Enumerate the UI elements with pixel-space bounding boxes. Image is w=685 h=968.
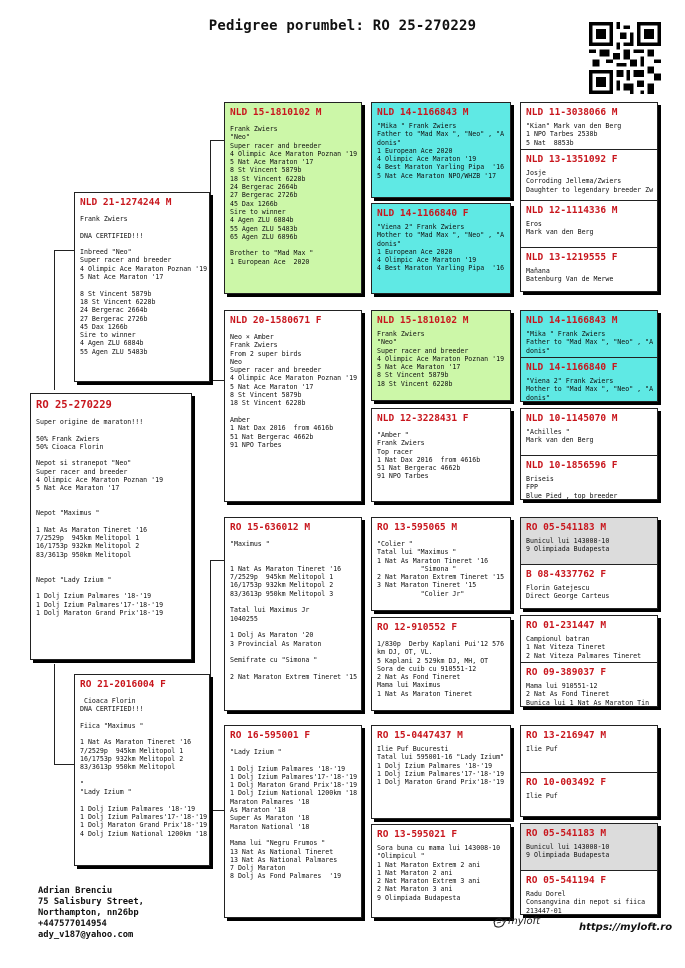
pigeon-card-dam[interactable]	[74, 674, 210, 866]
pigeon-notes: Briseis FPP Blue Pied , top breeder	[526, 475, 618, 500]
pigeon-card-ssd[interactable]	[371, 203, 511, 294]
pigeon-notes: Josje Corroding Jellema/Zwiers Daughter to legendary breeder Zw	[526, 169, 654, 194]
ring-number: NLD 12-3228431 F	[377, 413, 469, 424]
pigeon-card-subject[interactable]	[30, 393, 192, 660]
pigeon-notes: "Mika " Frank Zwiers Father to "Mad Max ", "Neo" , "A donis"	[526, 330, 654, 355]
connector-line	[54, 250, 74, 251]
ring-number: NLD 12-1114336 M	[526, 205, 618, 216]
qr-code-icon	[589, 22, 661, 94]
connector-line	[54, 250, 55, 390]
pigeon-notes: Florin Gatejescu Direct George Carteus	[526, 584, 610, 601]
ring-number: RO 13-595021 F	[377, 829, 458, 840]
ring-number: RO 13-216947 M	[526, 730, 607, 741]
ring-number: NLD 13-1351092 F	[526, 154, 618, 165]
pigeon-notes: Frank Zwiers "Neo" Super racer and breeder 4 Olimpic Ace Maraton Poznan '19 5 Nat Ace Maraton '17 8 St Vincent 5879b 18 St Vincent 6228b	[377, 330, 505, 388]
connector-line	[210, 140, 211, 380]
pigeon-pair-3[interactable]	[520, 310, 658, 402]
ring-number: NLD 15-1810102 M	[377, 315, 469, 326]
ring-number: RO 09-389037 F	[526, 667, 607, 678]
ring-number: B 08-4337762 F	[526, 569, 607, 580]
myloft-logo-text: myloft	[508, 916, 540, 927]
pigeon-notes: Mama lui 910551-12 2 Nat As Fond Tineret Bunica lui 1 Nat As Maraton Tin	[526, 682, 650, 707]
pigeon-card-dsd[interactable]	[371, 617, 511, 711]
pigeon-notes: "Lady Izium " 1 Dolj Izium Palmares '18-'19 1 Dolj Izium Palmares'17-'18-'19 1 Dolj Maraton Grand Prix'18-'19 1 Dolj Izium National 1200km '18 Maraton Palmares '18 As Maraton '18 Super As Maraton '18 Maraton National '18 Mama lui "Negru Frumos " 13 Nat As National Tineret 13 Nat As National Palmares 7 Dolj Maraton 8 Dolj As Fond Palmares '19	[230, 748, 358, 881]
pigeon-notes: Sora buna cu mama lui 143008-10 "Olimpicul " 1 Nat Maraton Extrem 2 ani 1 Nat Maraton 2 ani 2 Nat Maraton Extrem 3 ani 2 Nat Maraton 3 ani 9 Olimpiada Budapesta	[377, 844, 501, 902]
owner-contact: Adrian Brenciu 75 Salisbury Street, Northampton, nn26bp +447577014954 ady_v187@yahoo.com	[38, 886, 144, 940]
ring-number: RO 05-541183 M	[526, 522, 607, 533]
pigeon-card-dam-sire[interactable]	[224, 517, 362, 711]
ring-number: NLD 10-1856596 F	[526, 460, 618, 471]
pigeon-card-dss[interactable]	[371, 517, 511, 611]
pigeon-notes: Super origine de maraton!!! 50% Frank Zwiers 50% Cioaca Florin Nepot si stranepot "Neo" Super racer and breeder 4 Olimpic Ace Maraton Poznan '19 5 Nat Ace Maraton '17 Nepot "Maximus " 1 Nat As Maraton Tineret '16 7/2529p 945km Melitopol 1 16/1753p 932km Melitopol 2 83/3613p 950km Melitopol Nepot "Lady Izium " 1 Dolj Izium Palmares '18-'19 1 Dolj Izium Palmares'17-'18-'19 1 Dolj Maraton Grand Prix'18-'19	[36, 418, 164, 617]
ring-number: NLD 14-1166843 M	[377, 107, 469, 118]
pigeon-notes: Bunicul lui 143008-10 9 Olimpiada Budapesta	[526, 537, 610, 554]
ring-number: RO 15-0447437 M	[377, 730, 463, 741]
ring-number: RO 05-541183 M	[526, 828, 607, 839]
pigeon-notes: Campionul batran 1 Nat Viteza Tineret 2 Nat Viteza Palmares Tineret	[526, 635, 642, 660]
pigeon-card-sss[interactable]	[371, 102, 511, 198]
pigeon-card-dam-dam[interactable]	[224, 725, 362, 918]
pigeon-card-sds[interactable]	[371, 310, 511, 401]
ring-number: NLD 14-1166843 M	[526, 315, 618, 326]
pigeon-pair-7[interactable]	[520, 725, 658, 817]
pigeon-card-ddd[interactable]	[371, 824, 511, 918]
connector-line	[54, 664, 55, 764]
pigeon-notes: Cioaca Florin DNA CERTIFIED!!! Fiica "Maximus " 1 Nat As Maraton Tineret '16 7/2529p 945km Melitopol 1 16/1753p 932km Melitopol 2 83/3613p 950km Melitopol " "Lady Izium " 1 Dolj Izium Palmares '18-'19 1 Dolj Izium Palmares'17-'18-'19 1 Dolj Maraton Grand Prix'18-'19 4 Dolj Izium National 1200km '18	[80, 697, 208, 838]
pigeon-pair-5[interactable]	[520, 517, 658, 609]
pigeon-notes: Ilie Puf	[526, 745, 558, 753]
pigeon-pair-2[interactable]	[520, 200, 658, 292]
ring-number: RO 12-910552 F	[377, 622, 458, 633]
ring-number: NLD 10-1145070 M	[526, 413, 618, 424]
pigeon-notes: Radu Dorel Consangvina din nepot si fiica 213447-01	[526, 890, 646, 915]
pigeon-notes: Ilie Puf Bucuresti Tatal lui 595001-16 "Lady Izium" 1 Dolj Izium Palmares '18-'19 1 Dolj Izium Palmares'17-'18-'19 1 Dolj Maraton Grand Prix'18-'19	[377, 745, 505, 787]
pigeon-notes: "Viena 2" Frank Zwiers Mother to "Mad Max ", "Neo" , "A donis"	[526, 377, 654, 402]
ring-number: NLD 11-3038066 M	[526, 107, 618, 118]
ring-number: RO 21-2016004 F	[80, 679, 166, 690]
pigeon-notes: Mañana Batenburg Van de Merwe	[526, 267, 614, 284]
pigeon-notes: "Maximus " 1 Nat As Maraton Tineret '16 7/2529p 945km Melitopol 1 16/1753p 932km Melitopol 2 83/3613p 950km Melitopol 3 Tatal lui Maximus Jr 1040255 1 Dolj As Maraton '20 3 Provincial As Maraton Semifrate cu "Simona " 2 Nat Maraton Extrem Tineret '15	[230, 540, 358, 681]
pigeon-notes: "Mika " Frank Zwiers Father to "Mad Max ", "Neo" , "A donis" 1 European Ace 2020 4 Olimpic Ace Maraton '19 4 Best Maraton Yarling Pipa '16 5 Nat Ace Maraton NPO/WHZB '17	[377, 122, 505, 180]
pigeon-card-dds[interactable]	[371, 725, 511, 819]
ring-number: NLD 15-1810102 M	[230, 107, 322, 118]
pigeon-card-sire[interactable]	[74, 192, 210, 382]
page-title: Pedigree porumbel: RO 25-270229	[208, 18, 477, 34]
pigeon-card-sdd[interactable]	[371, 408, 511, 502]
pigeon-pair-6[interactable]	[520, 615, 658, 707]
website-link[interactable]: https://myloft.ro	[579, 922, 673, 933]
pigeon-pair-4[interactable]	[520, 408, 658, 500]
ring-number: RO 10-003492 F	[526, 777, 607, 788]
pigeon-notes: Eros Mark van den Berg	[526, 220, 594, 237]
connector-line	[210, 380, 224, 381]
pigeon-notes: Frank Zwiers DNA CERTIFIED!!! Inbreed "Neo" Super racer and breeder 4 Olimpic Ace Maraton Poznan '19 5 Nat Ace Maraton '17 8 St Vincent 5879b 18 St Vincent 6228b 24 Bergerac 2664b 27 Bergerac 2726b 45 Dax 1266b Sire to winner 4 Agen ZLU 6884b 55 Agen ZLU 5483b	[80, 215, 208, 356]
ring-number: RO 16-595001 F	[230, 730, 311, 741]
pigeon-notes: Neo × Amber Frank Zwiers From 2 super birds Neo Super racer and breeder 4 Olimpic Ace Maraton Poznan '19 5 Nat Ace Maraton '17 8 St Vincent 5879b 18 St Vincent 6228b Amber 1 Nat Dax 2016 from 4616b 51 Nat Bergerac 4662b 91 NPO Tarbes	[230, 333, 358, 449]
pigeon-card-sire-dam[interactable]	[224, 310, 362, 502]
ring-number: NLD 14-1166840 F	[526, 362, 618, 373]
ring-number: NLD 14-1166840 F	[377, 208, 469, 219]
pigeon-pair-8[interactable]	[520, 823, 658, 915]
connector-line	[54, 764, 74, 765]
ring-number: RO 15-636012 M	[230, 522, 311, 533]
ring-number: NLD 20-1580671 F	[230, 315, 322, 326]
ring-number: RO 25-270229	[36, 399, 112, 411]
ring-number: NLD 21-1274244 M	[80, 197, 172, 208]
pigeon-notes: "Amber " Frank Zwiers Top racer 1 Nat Dax 2016 from 4616b 51 Nat Bergerac 4662b 91 NPO Tarbes	[377, 431, 481, 481]
pigeon-notes: Frank Zwiers "Neo" Super racer and breeder 4 Olimpic Ace Maraton Poznan '19 5 Nat Ace Maraton '17 8 St Vincent 5879b 18 St Vincent 6228b 24 Bergerac 2664b 27 Bergerac 2726b 45 Dax 1266b Sire to winner 4 Agen ZLU 6884b 55 Agen ZLU 5483b 65 Agen ZLU 6896b Brother to "Mad Max " 1 European Ace 2020	[230, 125, 358, 266]
pigeon-notes: Ilie Puf	[526, 792, 558, 800]
pigeon-notes: "Kian" Mark van den Berg 1 NPO Tarbes 2538b 5 Nat 8853b	[526, 122, 622, 147]
pigeon-notes: "Colier " Tatal lui "Maximus " 1 Nat As Maraton Tineret '16 "Simona " 2 Nat Maraton Extrem Tineret '15 3 Nat Maraton Tineret '15 "Colier Jr"	[377, 540, 505, 598]
pigeon-card-sire-sire[interactable]	[224, 102, 362, 294]
ring-number: RO 13-595065 M	[377, 522, 458, 533]
pigeon-notes: "Achilles " Mark van den Berg	[526, 428, 594, 445]
connector-line	[210, 560, 211, 810]
ring-number: RO 05-541194 F	[526, 875, 607, 886]
pigeon-notes: Bunicul lui 143008-10 9 Olimpiada Budapesta	[526, 843, 610, 860]
pigeon-notes: 1/830p Derby Kaplani Pui'12 576 km DJ, OT, VL. 5 Kaplani 2 529km DJ, MH, OT Sora de cuib cu 910551-12 2 Nat As Fond Tineret Mama lui Maximus 1 Nat As Maraton Tineret	[377, 640, 505, 698]
myloft-bird-icon	[493, 916, 507, 930]
connector-line	[210, 560, 224, 561]
ring-number: RO 01-231447 M	[526, 620, 607, 631]
connector-line	[210, 140, 224, 141]
ring-number: NLD 13-1219555 F	[526, 252, 618, 263]
pigeon-notes: "Viena 2" Frank Zwiers Mother to "Mad Max ", "Neo" , "A donis" 1 European Ace 2020 4 Olimpic Ace Maraton '19 4 Best Maraton Yarling Pipa '16	[377, 223, 505, 273]
connector-line	[210, 810, 224, 811]
